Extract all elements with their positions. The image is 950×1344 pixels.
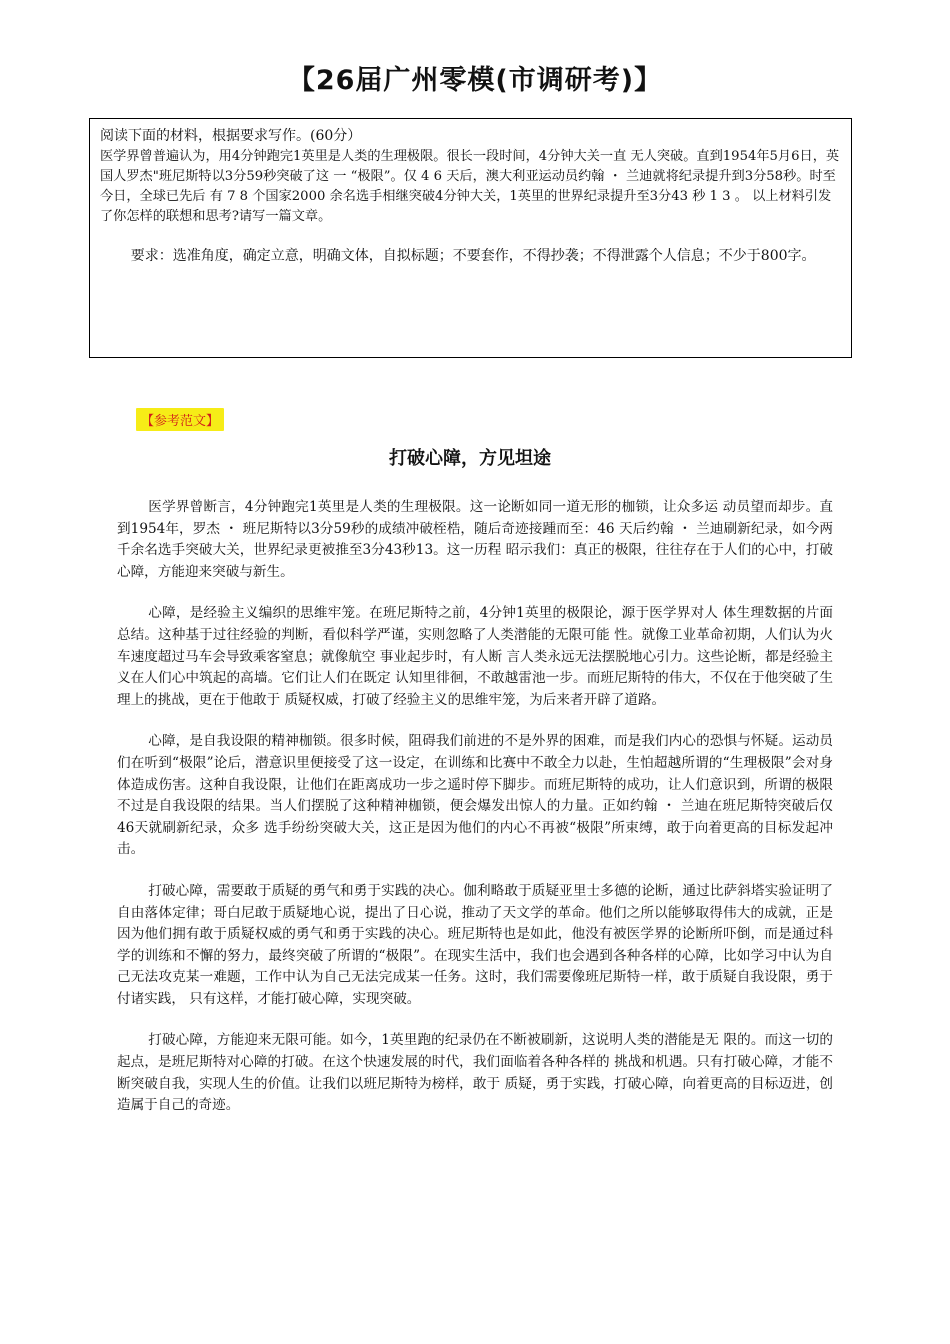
essay-paragraph: 打破心障，方能迎来无限可能。如今，1英里跑的纪录仍在不断被刷新，这说明人类的潜能是无 限的。而这一切的起点，是班尼斯特对心障的打破。在这个快速发展的时代，我们面临着各种各样的 挑战和机遇。只有打破心障，才能不断突破自我，实现人生的价值。让我们以班尼斯特为榜样，敢于 质疑，勇于实践，打破心障，向着更高的目标迈进，创造属于自己的奇迹。 xyxy=(117,1032,833,1114)
page-title: 【26届广州零模(市调研考)】 xyxy=(287,65,663,96)
task-requirement: 要求：选准角度，确定立意，明确文体，自拟标题；不要套作，不得抄袭；不得泄露个人信息；不少于800字。 xyxy=(130,248,816,264)
task-material: 医学界曾普遍认为，用4分钟跑完1英里是人类的生理极限。很长一段时间，4分钟大关一直 无人突破。直到1954年5月6日，英国人罗杰"班尼斯特以3分59秒突破了这 一 “极限”。仅 4 6 天后，澳大利亚运动员约翰 ・ 兰迪就将纪录提升到3分58秒。时至今日，全球已先后 有 7 8 个国家2000 余名选手相继突破4分钟大关，1英里的世界纪录提升至3分43 秒 1 3 。 以上材料引发了你怎样的联想和思考?请写一篇文章。 xyxy=(100,149,840,224)
essay-body xyxy=(117,497,833,1137)
writing-task-box xyxy=(89,118,852,358)
task-intro: 阅读下面的材料，根据要求写作。(60分） xyxy=(100,128,362,144)
essay-paragraph: 心障，是自我设限的精神枷锁。很多时候，阻碍我们前进的不是外界的困难，而是我们内心的恐惧与怀疑。运动员们在听到“极限”论后，潜意识里便接受了这一设定，在训练和比赛中不敢全力以赴，生怕超越所谓的“生理极限”会对身体造成伤害。这种自我设限，让他们在距离成功一步之遥时停下脚步。而班尼斯特的成功，让人们意识到，所谓的极限不过是自我设限的结果。当人们摆脱了这种精神枷锁，便会爆发出惊人的力量。正如约翰 ・ 兰迪在班尼斯特突破后仅46天就刷新纪录，众多 选手纷纷突破大关，这正是因为他们的内心不再被“极限”所束缚，敢于向着更高的目标发起冲击。 xyxy=(117,733,833,858)
essay-paragraph: 打破心障，需要敢于质疑的勇气和勇于实践的决心。伽利略敢于质疑亚里士多德的论断，通过比萨斜塔实验证明了自由落体定律；哥白尼敢于质疑地心说，提出了日心说，推动了天文学的革命。他们之所以能够取得伟大的成就，正是因为他们拥有敢于质疑权威的勇气和勇于实践的决心。班尼斯特也是如此，他没有被医学界的论断所吓倒，而是通过科学的训练和不懈的努力，最终突破了所谓的“极限”。在现实生活中，我们也会遇到各种各样的心障，比如学习中认为自己无法攻克某一难题，工作中认为自己无法完成某一任务。这时，我们需要像班尼斯特一样，敢于质疑自我设限，勇于付诸实践， 只有这样，才能打破心障，实现突破。 xyxy=(117,882,833,1007)
essay-paragraph: 医学界曾断言，4分钟跑完1英里是人类的生理极限。这一论断如同一道无形的枷锁，让众多运 动员望而却步。直到1954年，罗杰 ・ 班尼斯特以3分59秒的成绩冲破桎梏，随后奇迹接踵而至：46 天后约翰 ・ 兰迪刷新纪录，如今两千余名选手突破大关，世界纪录更被推至3分43秒13。这一历程 昭示我们：真正的极限，往往存在于人们的心中，打破心障，方能迎来突破与新生。 xyxy=(117,499,833,580)
essay-title: 打破心障，方见坦途 xyxy=(389,448,551,469)
essay-paragraph: 心障，是经验主义编织的思维牢笼。在班尼斯特之前，4分钟1英里的极限论，源于医学界对人 体生理数据的片面总结。这种基于过往经验的判断，看似科学严谨，实则忽略了人类潜能的无限可能 性。就像工业革命初期，人们认为火车速度超过马车会导致乘客窒息；就像航空 事业起步时，有人断 言人类永远无法摆脱地心引力。这些论断，都是经验主义在人们心中筑起的高墙。它们让人们在既定 认知里徘徊，不敢越雷池一步。而班尼斯特的伟大，不仅在于他突破了生理上的挑战，更在于他敢于 质疑权威，打破了经验主义的思维牢笼，为后来者开辟了道路。 xyxy=(117,605,833,708)
reference-essay-tag: 【参考范文】 xyxy=(136,408,224,431)
